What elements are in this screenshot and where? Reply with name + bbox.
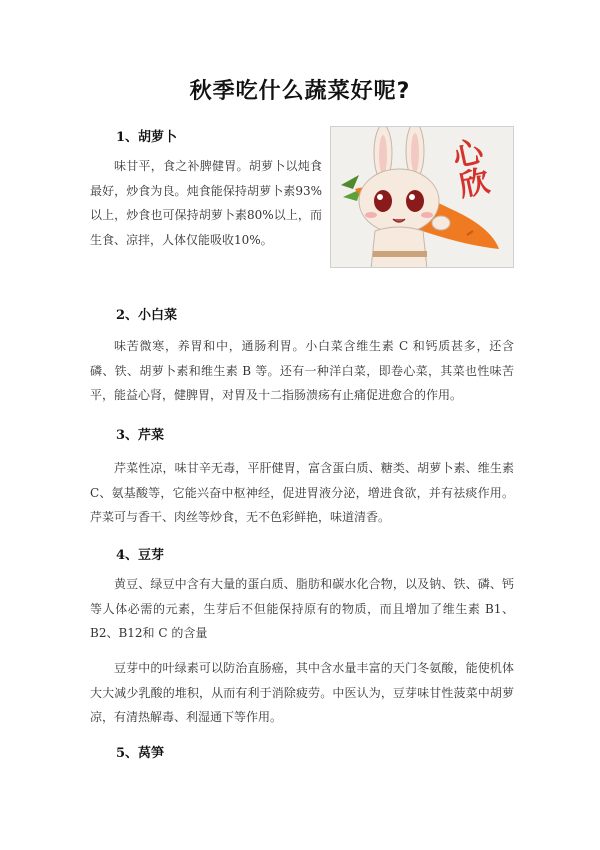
section-heading-carrot: 1、胡萝卜 <box>116 130 178 145</box>
section-paragraph-bokchoy: 味苦微寒，养胃和中，通肠利胃。小白菜含维生素 C 和钙质甚多，还含磷、铁、胡萝卜素和维生素 B 等。还有一种洋白菜，即卷心菜，其菜也性味苦平，能益心肾，健脾胃，对胃及十二指肠溃疡有止痛促进愈合的作用。 <box>90 339 514 402</box>
section-heading-bean-sprouts: 4、豆芽 <box>116 548 165 563</box>
section-heading-celery: 3、芹菜 <box>116 428 165 443</box>
section-heading-lettuce-stem: 5、莴笋 <box>116 746 165 761</box>
page-title: 秋季吃什么蔬菜好呢? <box>189 79 411 104</box>
stamp-text: 心欣 <box>449 134 493 205</box>
section-heading-bokchoy: 2、小白菜 <box>116 308 178 323</box>
section-paragraph-bean-sprouts-1: 黄豆、绿豆中含有大量的蛋白质、脂肪和碳水化合物，以及钠、铁、磷、钙等人体必需的元素，生芽后不但能保持原有的物质，而且增加了维生素 B1、B2、B12和 C 的含量 <box>90 577 514 640</box>
section-paragraph-bean-sprouts-2: 豆芽中的叶绿素可以防治直肠癌，其中含水量丰富的天门冬氨酸，能使机体大大减少乳酸的堆积，从而有利于消除疲劳。中医认为，豆芽味甘性菠菜中胡萝凉，有清热解毒、利湿通下等作用。 <box>90 661 514 724</box>
rabbit-illustration <box>330 126 514 268</box>
section-paragraph-celery: 芹菜性凉，味甘辛无毒，平肝健胃，富含蛋白质、糖类、胡萝卜素、维生素 C、氨基酸等，它能兴奋中枢神经，促进胃液分泌，增进食欲，并有祛痰作用。芹菜可与香干、肉丝等炒食，无不色彩鲜艳，味道清香。 <box>90 461 514 524</box>
section-paragraph-carrot: 味甘平，食之补脾健胃。胡萝卜以炖食最好，炒食为良。炖食能保持胡萝卜素93%以上，炒食也可保持胡萝卜素80%以上，而生食、凉拌，人体仅能吸收10%。 <box>90 159 322 247</box>
